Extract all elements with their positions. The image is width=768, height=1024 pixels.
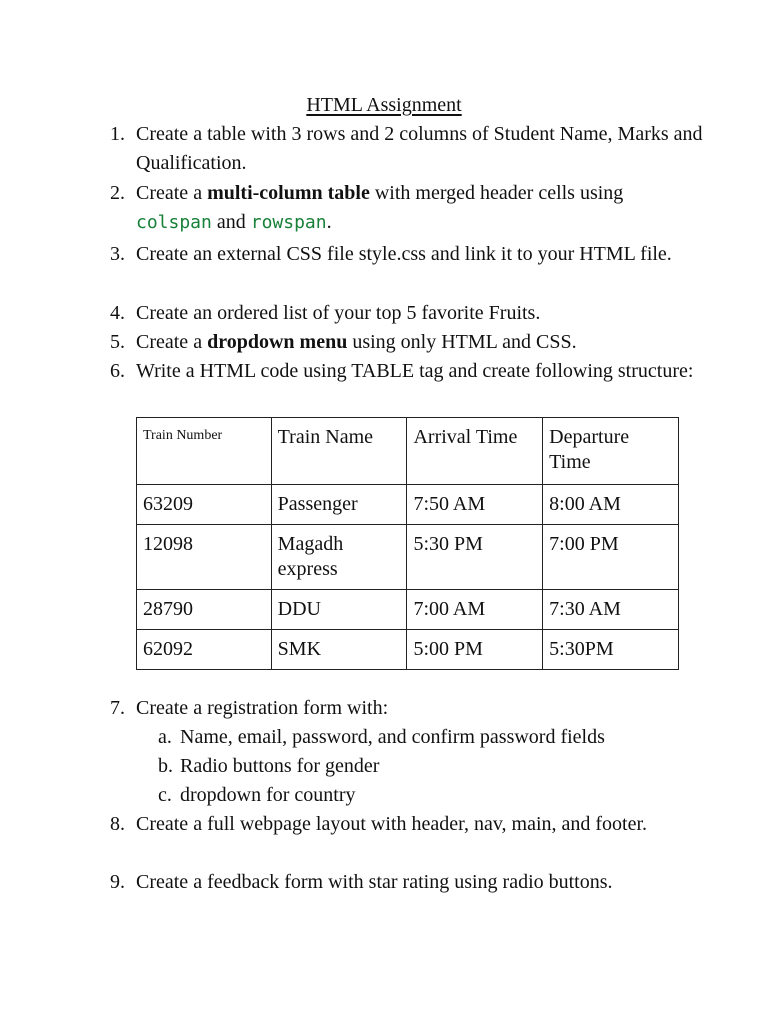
- table-cell: SMK: [271, 630, 407, 670]
- table-row: [137, 485, 679, 525]
- bold-term: multi-column table: [207, 182, 370, 204]
- table-row: [137, 525, 679, 590]
- table-cell: DDU: [271, 590, 407, 630]
- table-row: [137, 590, 679, 630]
- table-row: [137, 630, 679, 670]
- table-header-row: [137, 418, 679, 485]
- bold-term: dropdown menu: [207, 331, 348, 353]
- table-cell: 7:50 AM: [407, 485, 543, 525]
- table-header-cell: Train Name: [271, 418, 407, 485]
- list-item-2: 2. Create a multi-column table with merged header cells using colspan and rowspan.: [110, 182, 624, 233]
- table-header-cell: Arrival Time: [407, 418, 543, 485]
- list-item-6: 6. Write a HTML code using TABLE tag and create following structure:: [110, 360, 694, 382]
- table-header-cell: Departure Time: [543, 418, 679, 485]
- sub-list-item-a: a. Name, email, password, and confirm password fields: [158, 726, 605, 748]
- table-cell: 7:30 AM: [543, 590, 679, 630]
- table-cell: 7:00 AM: [407, 590, 543, 630]
- table-cell: 5:30 PM: [407, 525, 543, 590]
- table-cell: 63209: [137, 485, 272, 525]
- table-cell: 5:00 PM: [407, 630, 543, 670]
- table-cell: 8:00 AM: [543, 485, 679, 525]
- table-cell: 28790: [137, 590, 272, 630]
- list-item-3: 3. Create an external CSS file style.css and link it to your HTML file.: [110, 243, 672, 265]
- sub-list-item-c: c. dropdown for country: [158, 784, 356, 806]
- list-item-5: 5. Create a dropdown menu using only HTML and CSS.: [110, 331, 577, 353]
- table-header-cell: Train Number: [137, 418, 272, 485]
- list-item-4: 4. Create an ordered list of your top 5 favorite Fruits.: [110, 302, 541, 324]
- train-table: [136, 417, 679, 670]
- list-item-8: 8. Create a full webpage layout with header, nav, main, and footer.: [110, 813, 648, 835]
- list-item-1: 1. Create a table with 3 rows and 2 columns of Student Name, Marks and Qualification.: [110, 123, 703, 174]
- table-cell: 5:30PM: [543, 630, 679, 670]
- table-cell: 7:00 PM: [543, 525, 679, 590]
- code-colspan: colspan: [136, 212, 212, 233]
- table-cell: Magadh express: [271, 525, 407, 590]
- page-title: HTML Assignment: [306, 94, 462, 116]
- list-item-9: 9. Create a feedback form with star rating using radio buttons.: [110, 871, 613, 893]
- table-cell: 62092: [137, 630, 272, 670]
- code-rowspan: rowspan: [250, 212, 327, 233]
- sub-list-item-b: b. Radio buttons for gender: [158, 755, 380, 777]
- table-cell: Passenger: [271, 485, 407, 525]
- table-cell: 12098: [137, 525, 272, 590]
- list-item-7: 7. Create a registration form with:: [110, 697, 389, 719]
